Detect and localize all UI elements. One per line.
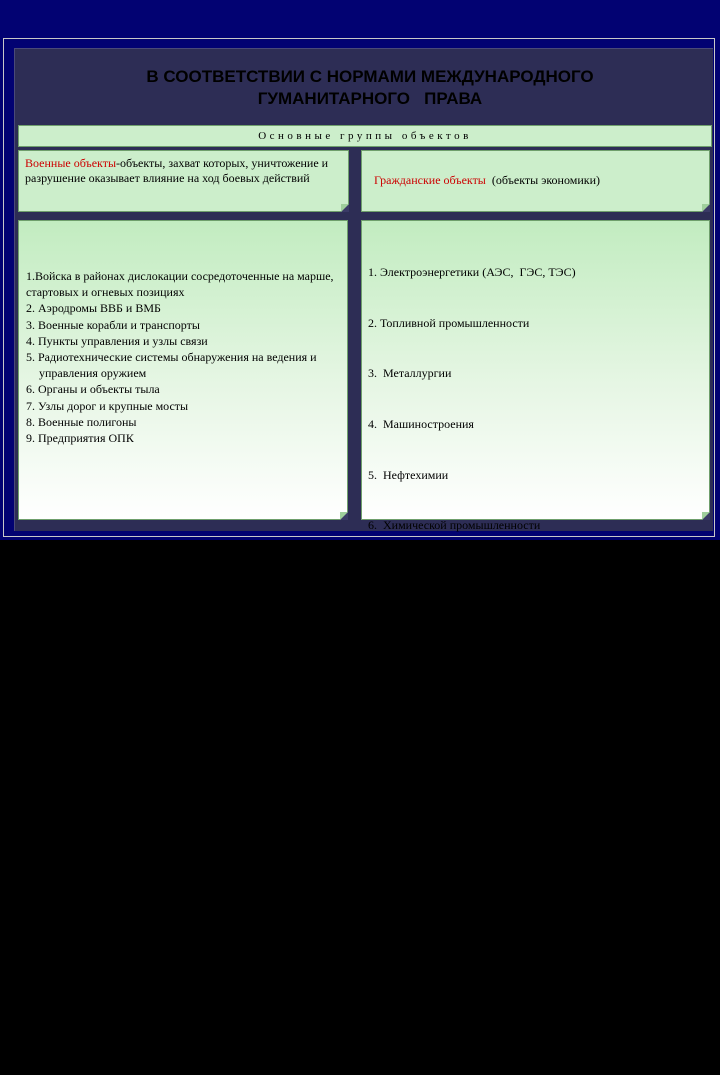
list-item: 12. Трубопроводы: [368, 822, 461, 837]
list-item: 6. Органы и объекты тыла: [26, 382, 160, 397]
list-item: 2. Аэродромы ВВБ и ВМБ: [26, 301, 161, 316]
list-item: 10. Пищевой промышленности: [368, 721, 528, 736]
groups-header: Основные группы объектов: [18, 125, 712, 147]
list-item: 15. Склады государственных резервов: [368, 974, 564, 989]
title-line-2: ГУМАНИТАРНОГО ПРАВА: [257, 89, 483, 108]
civil-objects-list-box: [361, 220, 710, 1040]
list-item: 13. Гидротехнические сооружения: [368, 873, 545, 888]
list-item: 8. Военные полигоны: [26, 414, 137, 429]
civil-definition-box: [361, 150, 710, 212]
military-objects-list-box: [18, 220, 348, 520]
list-item: 11. Транспортная система: [368, 772, 500, 786]
list-item: 3. Военные корабли и транспорты: [26, 317, 200, 332]
list-item: 5. Радиотехнические системы обнаружения на ведения и управления оружием: [26, 350, 317, 381]
military-definition-text: -объекты, захват которых, уничтожение и разрушение оказывает влияние на ход боевых действий: [25, 156, 329, 185]
list-item: 1. Электроэнергетики (АЭС, ГЭС, ТЭС): [368, 264, 576, 279]
list-item: 4. Машиностроения: [368, 416, 474, 431]
civil-definition: [374, 173, 704, 188]
list-item: 1.Войска в районах дислокации сосредоточенные на марше, стартовых и огневых позициях: [26, 269, 334, 300]
military-definition-box: [18, 150, 349, 212]
list-item: 4. Пункты управления и узлы связи: [26, 333, 208, 348]
civil-objects-list: [368, 230, 706, 1075]
list-item: 7. Электротехнической промышленности: [368, 569, 583, 584]
civil-term: Гражданские объекты: [374, 173, 486, 187]
civil-definition-text: (объекты экономики): [485, 173, 601, 187]
folded-corner-icon: [702, 512, 710, 520]
list-item: 6. Химической промышленности: [368, 518, 541, 533]
list-item: 5. Нефтехимии: [368, 467, 449, 482]
title-line-1: В СООТВЕТСТВИИ С НОРМАМИ МЕЖДУНАРОДНОГО: [146, 67, 594, 86]
list-item: 9. Легкой промышленности: [368, 670, 513, 685]
folded-corner-icon: [702, 204, 710, 212]
list-item: 16. Научные центры: [368, 1025, 472, 1040]
list-item: 2. Топливной промышленности: [368, 315, 530, 330]
list-item: 3. Металлургии: [368, 366, 452, 381]
folded-corner-icon: [341, 204, 349, 212]
list-item: 14. Объекты связи: [368, 924, 462, 939]
folded-corner-icon: [340, 512, 348, 520]
military-objects-list: [26, 268, 344, 446]
military-term: Военные объекты: [25, 156, 117, 170]
military-definition: [25, 156, 343, 186]
list-item: 9. Предприятия ОПК: [26, 431, 134, 446]
list-item: 8. Радиоэлектроники: [368, 619, 479, 634]
slide-title: [40, 66, 700, 110]
list-item: 7. Узлы дорог и крупные мосты: [26, 398, 189, 413]
